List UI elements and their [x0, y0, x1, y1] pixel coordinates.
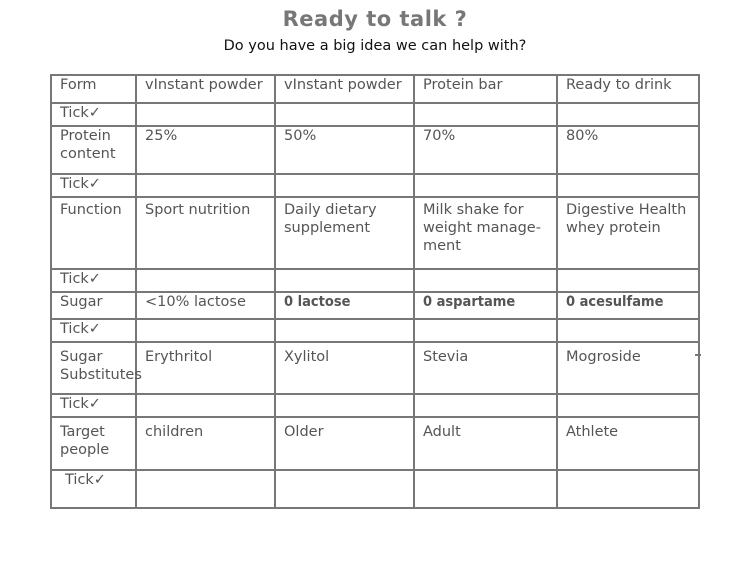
- tick-label: Tick✓: [51, 269, 136, 292]
- target-value: Older: [275, 417, 414, 470]
- header-cell: Protein bar: [414, 75, 557, 103]
- table-row-tick: [51, 103, 699, 126]
- substitute-value: Erythritol: [136, 342, 275, 394]
- table-row-target-people: [51, 417, 699, 470]
- table-row-tick: [51, 470, 699, 508]
- row-label-sugar: Sugar: [51, 292, 136, 319]
- tick-cell[interactable]: [557, 174, 699, 197]
- sugar-value: <10% lactose: [136, 292, 275, 319]
- header-cell: Ready to drink: [557, 75, 699, 103]
- tick-label: Tick✓: [51, 319, 136, 342]
- table-row-sugar: [51, 292, 699, 319]
- substitute-value: Xylitol: [275, 342, 414, 394]
- tick-label: Tick✓: [51, 174, 136, 197]
- page-title: Ready to talk ?: [282, 7, 468, 31]
- tick-cell[interactable]: [136, 269, 275, 292]
- tick-cell[interactable]: [275, 394, 414, 417]
- header-cell: vInstant powder: [136, 75, 275, 103]
- table-row-sugar-substitutes: [51, 342, 699, 394]
- function-value: Milk shake for weight manage-ment: [414, 197, 557, 269]
- sugar-value: 0 lactose: [275, 292, 414, 319]
- tick-cell[interactable]: [557, 269, 699, 292]
- row-label-function: Function: [51, 197, 136, 269]
- table-row-tick: [51, 319, 699, 342]
- protein-value: 50%: [275, 126, 414, 174]
- row-label-target-people: Target people: [51, 417, 136, 470]
- substitute-value: Mogroside: [557, 342, 699, 394]
- tick-cell[interactable]: [414, 103, 557, 126]
- table-row-tick: [51, 394, 699, 417]
- table-row-protein: [51, 126, 699, 174]
- function-value: Daily dietary supplement: [275, 197, 414, 269]
- tick-cell[interactable]: [557, 319, 699, 342]
- tick-cell[interactable]: [557, 103, 699, 126]
- tick-cell[interactable]: [275, 174, 414, 197]
- tick-cell[interactable]: [136, 103, 275, 126]
- tick-label: Tick✓: [51, 394, 136, 417]
- tick-cell[interactable]: [414, 174, 557, 197]
- tick-cell[interactable]: [414, 269, 557, 292]
- target-value: children: [136, 417, 275, 470]
- sugar-value: 0 aspartame: [414, 292, 557, 319]
- row-label-protein: Protein content: [51, 126, 136, 174]
- tick-cell[interactable]: [414, 470, 557, 508]
- tick-cell[interactable]: [136, 470, 275, 508]
- tick-cell[interactable]: [275, 103, 414, 126]
- tick-cell[interactable]: [275, 319, 414, 342]
- table-row-form: [51, 75, 699, 103]
- function-value: Sport nutrition: [136, 197, 275, 269]
- row-label-form: Form: [51, 75, 136, 103]
- target-value: Athlete: [557, 417, 699, 470]
- protein-value: 25%: [136, 126, 275, 174]
- table-line-fragment: [695, 354, 701, 356]
- header-cell: vInstant powder: [275, 75, 414, 103]
- target-value: Adult: [414, 417, 557, 470]
- tick-cell[interactable]: [275, 269, 414, 292]
- tick-cell[interactable]: [136, 174, 275, 197]
- function-value: Digestive Health whey protein: [557, 197, 699, 269]
- substitute-value: Stevia: [414, 342, 557, 394]
- protein-value: 80%: [557, 126, 699, 174]
- sugar-value: 0 acesulfame: [557, 292, 699, 319]
- tick-cell[interactable]: [275, 470, 414, 508]
- tick-cell[interactable]: [136, 394, 275, 417]
- product-options-table: [50, 74, 700, 509]
- table-row-tick: [51, 174, 699, 197]
- tick-cell[interactable]: [557, 394, 699, 417]
- protein-value: 70%: [414, 126, 557, 174]
- tick-cell[interactable]: [414, 394, 557, 417]
- table-row-function: [51, 197, 699, 269]
- tick-cell[interactable]: [414, 319, 557, 342]
- table-row-tick: [51, 269, 699, 292]
- tick-cell[interactable]: [136, 319, 275, 342]
- page-subtitle: Do you have a big idea we can help with?: [223, 38, 527, 54]
- tick-label: Tick✓: [51, 103, 136, 126]
- tick-label: Tick✓: [51, 470, 136, 508]
- row-label-sugar-substitutes: Sugar Substitutes: [51, 342, 136, 394]
- tick-cell[interactable]: [557, 470, 699, 508]
